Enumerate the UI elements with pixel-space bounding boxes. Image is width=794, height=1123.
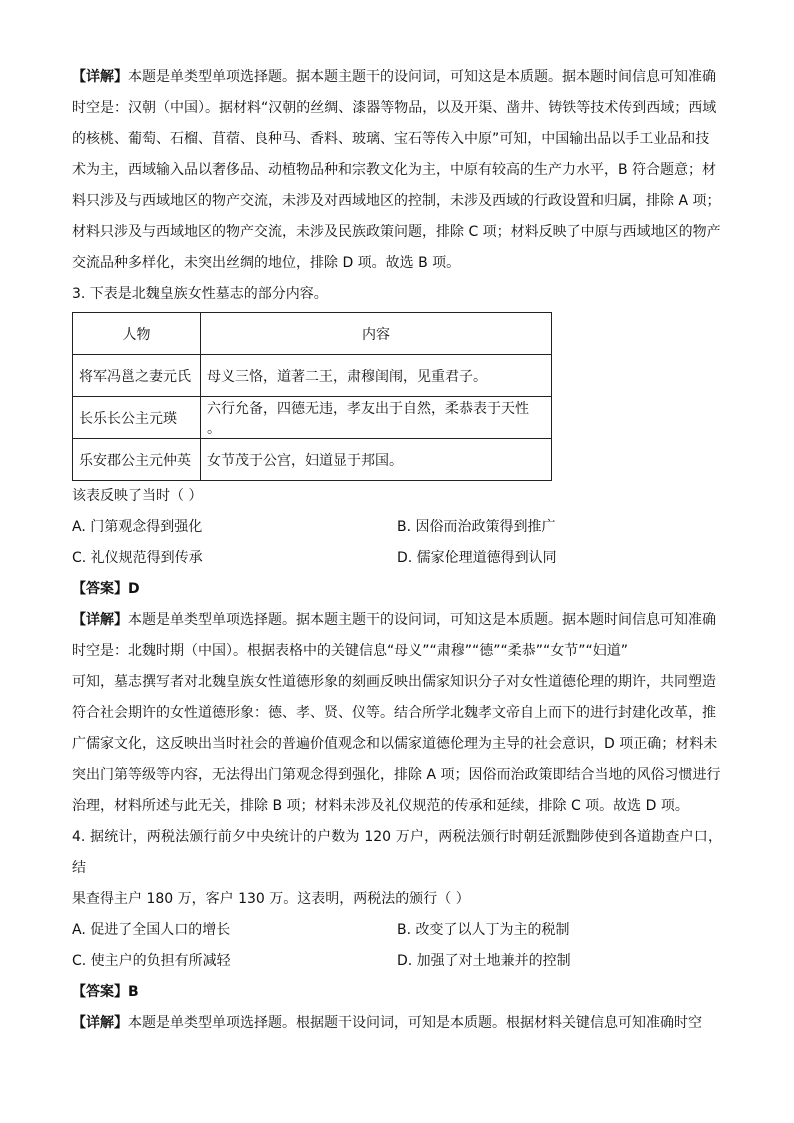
table-cell-content: 母义三恪，道著二王，肃穆闺闱，见重君子。 [201, 355, 552, 397]
q3-explanation-line: 符合社会期许的女性道德形象：德、孝、贤、仪等。结合所学北魏孝文帝自上而下的进行封建化改革，推 [72, 705, 716, 721]
q3-explanation-line: 突出门第等级等内容，无法得出门第观念得到强化，排除 A 项；因俗而治政策即结合当地的风俗习惯进行 [72, 767, 721, 783]
table-row [73, 355, 552, 397]
table-row [73, 397, 552, 439]
q3-explanation-line: 时空是：北魏时期（中国）。根据表格中的关键信息“母义”“肃穆”“德”“柔恭”“女节”“妇道” [72, 643, 629, 659]
q3-answer: 【答案】D [72, 581, 140, 597]
table-cell-person: 乐安郡公主元仲英 [73, 439, 201, 481]
q2-explanation-line: 【详解】本题是单类型单项选择题。据本题主题干的设问词，可知这是本质题。据本题时间信息可知准确 [72, 69, 716, 85]
q4-options [72, 915, 722, 977]
q2-explanation-line: 料只涉及与西域地区的物产交流，未涉及对西域地区的控制，未涉及西域的行政设置和归属，排除 A 项； [72, 193, 721, 209]
q3-question: 该表反映了当时（ ） [72, 488, 203, 504]
q2-explanation-line: 材料只涉及与西域地区的物产交流，未涉及民族政策问题，排除 C 项；材料反映了中原与西域地区的物产 [72, 224, 721, 240]
q3-option-c: C. 礼仪规范得到传承 [72, 550, 203, 566]
question-4 [72, 822, 722, 1039]
q4-option-d: D. 加强了对土地兼并的控制 [397, 953, 571, 969]
table-cell-content: 六行允备，四德无违，孝友出于自然，柔恭表于天性 。 [201, 397, 552, 439]
q4-stem-line: 果查得主户 180 万，客户 130 万。这表明，两税法的颁行（ ） [72, 891, 470, 907]
explanation-tag: 【详解】 [72, 612, 128, 628]
q2-explanation [72, 62, 722, 279]
q2-explanation-line: 的核桃、葡萄、石榴、苜蓿、良种马、香料、玻璃、宝石等传入中原”可知，中国输出品以手工业品和技 [72, 131, 710, 147]
question-3 [72, 279, 722, 822]
q3-options [72, 512, 722, 574]
q2-explanation-line: 术为主，西域输入品以奢侈品、动植物品种和宗教文化为主，中原有较高的生产力水平，B 符合题意；材 [72, 162, 717, 178]
q4-option-a: A. 促进了全国人口的增长 [72, 922, 231, 938]
table-cell-person: 长乐长公主元瑛 [73, 397, 201, 439]
q3-option-b: B. 因俗而治政策得到推广 [397, 519, 556, 535]
table-header-row [73, 313, 552, 355]
q4-answer: 【答案】B [72, 984, 139, 1000]
q3-table [72, 312, 552, 481]
table-header-content: 内容 [201, 313, 552, 355]
q2-explanation-line: 时空是：汉朝（中国）。据材料“汉朝的丝绸、漆器等物品，以及开渠、凿井、铸铁等技术传到西域；西域 [72, 100, 717, 116]
q3-stem: 3. 下表是北魏皇族女性墓志的部分内容。 [72, 286, 328, 302]
document-page [72, 62, 722, 1039]
q3-explanation-line: 广儒家文化，这反映出当时社会的普遍价值观念和以儒家道德伦理为主导的社会意识，D 项正确；材料未 [72, 736, 718, 752]
q3-explanation-line: 【详解】本题是单类型单项选择题。据本题主题干的设问词，可知这是本质题。据本题时间信息可知准确 [72, 612, 716, 628]
q3-explanation [72, 605, 722, 822]
q3-explanation-line: 可知，墓志撰写者对北魏皇族女性道德形象的刻画反映出儒家知识分子对女性道德伦理的期许，共同塑造 [72, 674, 716, 690]
table-header-person: 人物 [73, 313, 201, 355]
q3-explanation-line: 治理，材料所述与此无关，排除 B 项；材料未涉及礼仪规范的传承和延续，排除 C 项。故选 D 项。 [72, 798, 689, 814]
q4-stem-line: 4. 据统计，两税法颁行前夕中央统计的户数为 120 万户，两税法颁行时朝廷派黜陟使到各道勘查户口，结 [72, 829, 722, 876]
q3-option-a: A. 门第观念得到强化 [72, 519, 203, 535]
table-cell-person: 将军冯邕之妻元氏 [73, 355, 201, 397]
q4-explanation-line: 【详解】本题是单类型单项选择题。根据题干设问词，可知是本质题。根据材料关键信息可知准确时空 [72, 1015, 702, 1031]
explanation-tag: 【详解】 [72, 1015, 128, 1031]
q4-option-c: C. 使主户的负担有所减轻 [72, 953, 231, 969]
q3-option-d: D. 儒家伦理道德得到认同 [397, 550, 557, 566]
explanation-tag: 【详解】 [72, 69, 128, 85]
table-cell-content: 女节茂于公宫，妇道显于邦国。 [201, 439, 552, 481]
table-row [73, 439, 552, 481]
q4-option-b: B. 改变了以人丁为主的税制 [397, 922, 570, 938]
q2-explanation-line: 交流品种多样化，未突出丝绸的地位，排除 D 项。故选 B 项。 [72, 255, 461, 271]
